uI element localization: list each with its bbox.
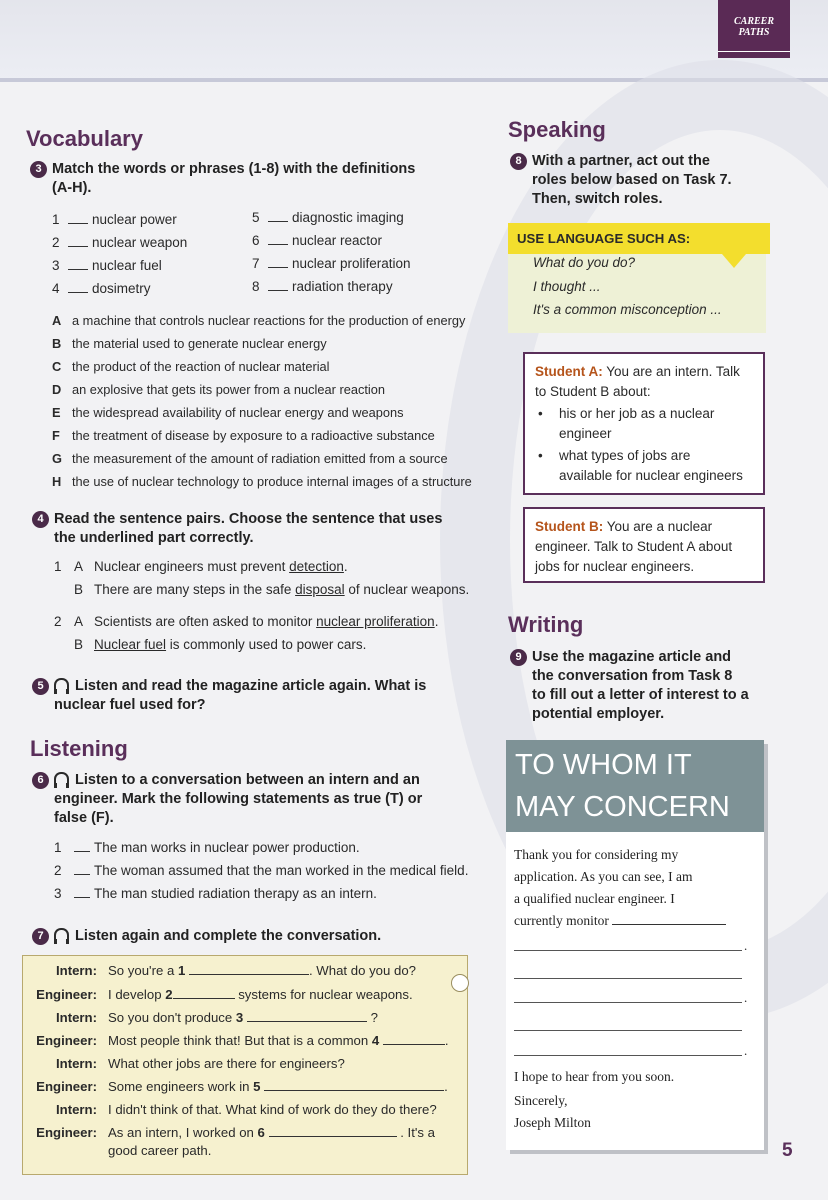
definition-letter: F — [52, 428, 60, 443]
task6-line1: Listen to a conversation between an intern and an — [75, 772, 420, 788]
task4-line2: the underlined part correctly. — [54, 530, 254, 546]
term-number: 6 — [252, 233, 260, 248]
closing-line: Sincerely, — [514, 1093, 568, 1108]
vocabulary-heading: Vocabulary — [26, 126, 143, 151]
bullet-line: available for nuclear engineers — [559, 468, 743, 483]
student-a-label: Student A: — [535, 364, 603, 379]
term-item — [252, 252, 462, 275]
task7-instruction — [32, 927, 472, 946]
line-text: . It's a — [400, 1125, 435, 1140]
answer-blank[interactable] — [68, 259, 88, 270]
line-text: What other jobs are there for engineers? — [108, 1056, 345, 1071]
term-item — [52, 208, 252, 231]
student-b-box — [523, 507, 765, 583]
listening-heading: Listening — [30, 736, 128, 761]
task9-line3: to fill out a letter of interest to a — [532, 687, 749, 703]
speaker-label: Intern: — [55, 1010, 97, 1025]
student-b-line3: jobs for nuclear engineers. — [535, 559, 695, 574]
statement-item — [54, 859, 474, 882]
task5-line1: Listen and read the magazine article again. What is — [75, 678, 427, 694]
line-text: . What do you do? — [308, 963, 417, 978]
line-text: . — [444, 1033, 449, 1048]
student-a-line1: You are an intern. Talk — [602, 364, 740, 379]
letter-header-line1: TO WHOM IT — [515, 749, 692, 781]
task5-line2: nuclear fuel used for? — [54, 697, 206, 713]
write-line[interactable] — [612, 914, 726, 925]
term-item — [252, 275, 462, 298]
gap-number: 4 — [371, 1033, 380, 1048]
definition-text: the material used to generate nuclear energy — [72, 336, 327, 351]
letter-closing — [514, 1066, 752, 1134]
statement-text: The woman assumed that the man worked in the medical field. — [94, 863, 469, 878]
gap-number: 6 — [257, 1125, 265, 1140]
task3-line1: Match the words or phrases (1-8) with the definitions — [52, 161, 416, 177]
task4-instruction — [32, 510, 472, 548]
statement-number: 1 — [54, 840, 62, 855]
definition-letter: A — [52, 313, 62, 328]
term-item — [52, 277, 252, 300]
speaker-label: Engineer: — [36, 1125, 97, 1140]
page-number: 5 — [782, 1140, 793, 1161]
term-text: nuclear fuel — [92, 258, 162, 273]
definition-letter: B — [52, 336, 62, 351]
term-text: nuclear reactor — [292, 233, 383, 248]
gap-number: 2 — [165, 987, 173, 1002]
bullet-line: engineer — [559, 426, 612, 441]
term-text: nuclear proliferation — [292, 256, 411, 271]
task9-line1: Use the magazine article and — [532, 649, 732, 665]
line-text: As an intern, I worked on — [108, 1125, 258, 1140]
line-text: ? — [370, 1010, 378, 1025]
task9-number: 9 — [510, 649, 527, 666]
definition-text: a machine that controls nuclear reactions for the production of energy — [72, 313, 466, 328]
speaker-label: Intern: — [55, 963, 97, 978]
answer-blank[interactable] — [268, 280, 288, 291]
pair-number: 1 — [54, 559, 62, 574]
corner-tab-line2: PATHS — [738, 27, 770, 38]
definition-text: the widespread availability of nuclear energy and weapons — [72, 405, 404, 420]
sentence-text: of nuclear weapons. — [344, 582, 470, 597]
line-text: So you're a — [108, 963, 178, 978]
definition-text: the treatment of disease by exposure to a radioactive substance — [72, 428, 435, 443]
letter-body — [514, 844, 752, 932]
task4-number: 4 — [32, 511, 49, 528]
statement-item — [54, 882, 474, 905]
sentence-text: is commonly used to power cars. — [166, 637, 367, 652]
sentence-label: A — [74, 559, 84, 574]
student-a-line2: to Student B about: — [535, 384, 651, 399]
period-mark: . — [744, 990, 748, 1005]
card-hole — [451, 974, 469, 992]
line-text: good career path. — [108, 1143, 212, 1158]
answer-blank[interactable] — [68, 236, 88, 247]
letter-line: a qualified nuclear engineer. I — [514, 891, 675, 906]
period-mark: . — [744, 938, 748, 953]
sentence-text: . — [343, 559, 348, 574]
language-box-header: USE LANGUAGE SUCH AS: — [508, 223, 770, 254]
term-number: 3 — [52, 258, 60, 273]
speaker-label: Engineer: — [36, 987, 97, 1002]
term-number: 7 — [252, 256, 260, 271]
sentence-text: Nuclear engineers must prevent — [94, 559, 290, 574]
answer-blank[interactable] — [74, 841, 90, 852]
definition-item — [52, 401, 472, 424]
term-text: nuclear power — [92, 212, 177, 227]
underlined-term: disposal — [295, 582, 345, 597]
sentence-text: . — [434, 614, 439, 629]
definition-letter: E — [52, 405, 61, 420]
task5-instruction — [32, 677, 472, 715]
answer-blank[interactable] — [74, 887, 90, 898]
task6-line2: engineer. Mark the following statements as true (T) or — [54, 791, 423, 807]
definitions-list — [52, 309, 472, 493]
task8-line3: Then, switch roles. — [532, 191, 663, 207]
answer-blank[interactable] — [268, 234, 288, 245]
speaker-label: Engineer: — [36, 1079, 97, 1094]
task7-number: 7 — [32, 928, 49, 945]
speaking-heading: Speaking — [508, 117, 606, 142]
task3-number: 3 — [30, 161, 47, 178]
phrase-3: It's a common misconception ... — [533, 302, 722, 317]
term-text: dosimetry — [92, 281, 151, 296]
task8-line2: roles below based on Task 7. — [532, 172, 732, 188]
definition-item — [52, 447, 472, 470]
line-text: So you don't produce — [108, 1010, 236, 1025]
task8-line1: With a partner, act out the — [532, 153, 710, 169]
definition-item — [52, 378, 472, 401]
term-number: 4 — [52, 281, 60, 296]
task3-line2: (A-H). — [52, 180, 92, 196]
answer-blank[interactable] — [68, 213, 88, 224]
student-b-label: Student B: — [535, 519, 604, 534]
write-line[interactable] — [514, 950, 742, 951]
letter-line: currently monitor — [514, 913, 609, 928]
definition-item — [52, 424, 472, 447]
write-line[interactable] — [514, 1002, 742, 1003]
bullet-line: what types of jobs are — [559, 448, 691, 463]
gap-blank[interactable] — [269, 1126, 397, 1137]
definition-text: the measurement of the amount of radiation emitted from a source — [72, 451, 448, 466]
sentence-text: There are many steps in the safe — [94, 582, 296, 597]
letter-header — [506, 740, 764, 832]
term-number: 5 — [252, 210, 260, 225]
bullet-item — [535, 404, 753, 444]
definition-item — [52, 470, 472, 493]
sentence-label: A — [74, 614, 84, 629]
task6-instruction — [32, 771, 472, 828]
term-item — [52, 254, 252, 277]
term-number: 1 — [52, 212, 60, 227]
dialogue-card — [22, 955, 468, 1175]
sentence-pair-2 — [54, 610, 474, 656]
task8-number: 8 — [510, 153, 527, 170]
write-line[interactable] — [514, 1030, 742, 1031]
sentence-label: B — [74, 637, 84, 652]
definition-item — [52, 309, 472, 332]
letter-line: application. As you can see, I am — [514, 869, 693, 884]
task7-text: Listen again and complete the conversation. — [75, 928, 382, 944]
task6-number: 6 — [32, 772, 49, 789]
task9-instruction — [510, 648, 772, 724]
term-item — [252, 206, 462, 229]
speaker-label: Engineer: — [36, 1033, 97, 1048]
gap-blank[interactable] — [383, 1034, 445, 1045]
line-text: Most people think that! But that is a common — [108, 1033, 372, 1048]
definition-letter: G — [52, 451, 62, 466]
task8-instruction — [510, 152, 770, 209]
answer-blank[interactable] — [68, 282, 88, 293]
definition-text: an explosive that gets its power from a nuclear reaction — [72, 382, 385, 397]
signature-name: Joseph Milton — [514, 1115, 591, 1130]
career-paths-tab — [718, 0, 790, 58]
speaker-label: Intern: — [55, 1102, 97, 1117]
closing-line: I hope to hear from you soon. — [514, 1069, 675, 1084]
gap-number: 3 — [235, 1010, 244, 1025]
bullet-line: his or her job as a nuclear — [559, 406, 715, 421]
period-mark: . — [744, 1043, 748, 1058]
task3-instruction — [30, 160, 460, 198]
gap-number: 1 — [177, 963, 186, 978]
writing-heading: Writing — [508, 612, 584, 637]
definition-letter: H — [52, 474, 62, 489]
term-item — [252, 229, 462, 252]
line-text: I develop — [108, 987, 166, 1002]
phrase-2: I thought ... — [533, 279, 601, 294]
term-text: nuclear weapon — [92, 235, 188, 250]
definition-letter: C — [52, 359, 62, 374]
statement-number: 3 — [54, 886, 62, 901]
terms-column-left — [52, 208, 252, 300]
student-b-line2: engineer. Talk to Student A about — [535, 539, 733, 554]
task4-line1: Read the sentence pairs. Choose the sentence that uses — [54, 511, 443, 527]
pair-number: 2 — [54, 614, 62, 629]
bullet-item — [535, 446, 753, 486]
letter-line: Thank you for considering my — [514, 847, 679, 862]
student-b-line1: You are a nuclear — [603, 519, 713, 534]
gap-blank[interactable] — [264, 1080, 444, 1091]
line-text: . — [444, 1079, 448, 1094]
statement-text: The man studied radiation therapy as an intern. — [94, 886, 377, 901]
underlined-term: detection — [289, 559, 344, 574]
letter-header-line2: MAY CONCERN — [515, 791, 730, 823]
sentence-label: B — [74, 582, 84, 597]
phrase-1: What do you do? — [533, 255, 636, 270]
statements-list — [54, 836, 474, 905]
term-number: 8 — [252, 279, 260, 294]
answer-blank[interactable] — [268, 211, 288, 222]
term-item — [52, 231, 252, 254]
answer-blank[interactable] — [268, 257, 288, 268]
sentence-text: Scientists are often asked to monitor — [94, 614, 317, 629]
definition-item — [52, 332, 472, 355]
line-text: Some engineers work in — [108, 1079, 254, 1094]
write-line[interactable] — [514, 1055, 742, 1056]
term-number: 2 — [52, 235, 60, 250]
definition-letter: D — [52, 382, 62, 397]
term-text: diagnostic imaging — [292, 210, 404, 225]
line-text: I didn't think of that. What kind of work do they do there? — [108, 1102, 437, 1117]
sentence-pair-1 — [54, 555, 474, 601]
underlined-term: nuclear proliferation — [316, 614, 435, 629]
statement-text: The man works in nuclear power production. — [94, 840, 360, 855]
gap-blank[interactable] — [189, 964, 309, 975]
task9-line4: potential employer. — [532, 706, 665, 722]
underlined-term: Nuclear fuel — [94, 637, 167, 652]
definition-text: the product of the reaction of nuclear material — [72, 359, 330, 374]
task9-line2: the conversation from Task 8 — [532, 668, 733, 684]
gap-blank[interactable] — [173, 988, 235, 999]
gap-blank[interactable] — [247, 1011, 367, 1022]
task5-number: 5 — [32, 678, 49, 695]
write-line[interactable] — [514, 978, 742, 979]
headphones-icon[interactable] — [54, 928, 69, 940]
task6-line3: false (F). — [54, 810, 114, 826]
student-a-box — [523, 352, 765, 495]
answer-blank[interactable] — [74, 864, 90, 875]
gap-number: 5 — [253, 1079, 261, 1094]
corner-tab-line1: CAREER — [733, 16, 775, 27]
line-text: systems for nuclear weapons. — [234, 987, 413, 1002]
definition-text: the use of nuclear technology to produce internal images of a structure — [72, 474, 472, 489]
terms-column-right — [252, 206, 462, 298]
statement-number: 2 — [54, 863, 62, 878]
statement-item — [54, 836, 474, 859]
speaker-label: Intern: — [55, 1056, 97, 1071]
definition-item — [52, 355, 472, 378]
term-text: radiation therapy — [292, 279, 393, 294]
headphones-icon[interactable] — [54, 772, 69, 784]
letter-card — [506, 740, 764, 1150]
language-box-pointer — [722, 254, 746, 268]
headphones-icon[interactable] — [54, 678, 69, 690]
